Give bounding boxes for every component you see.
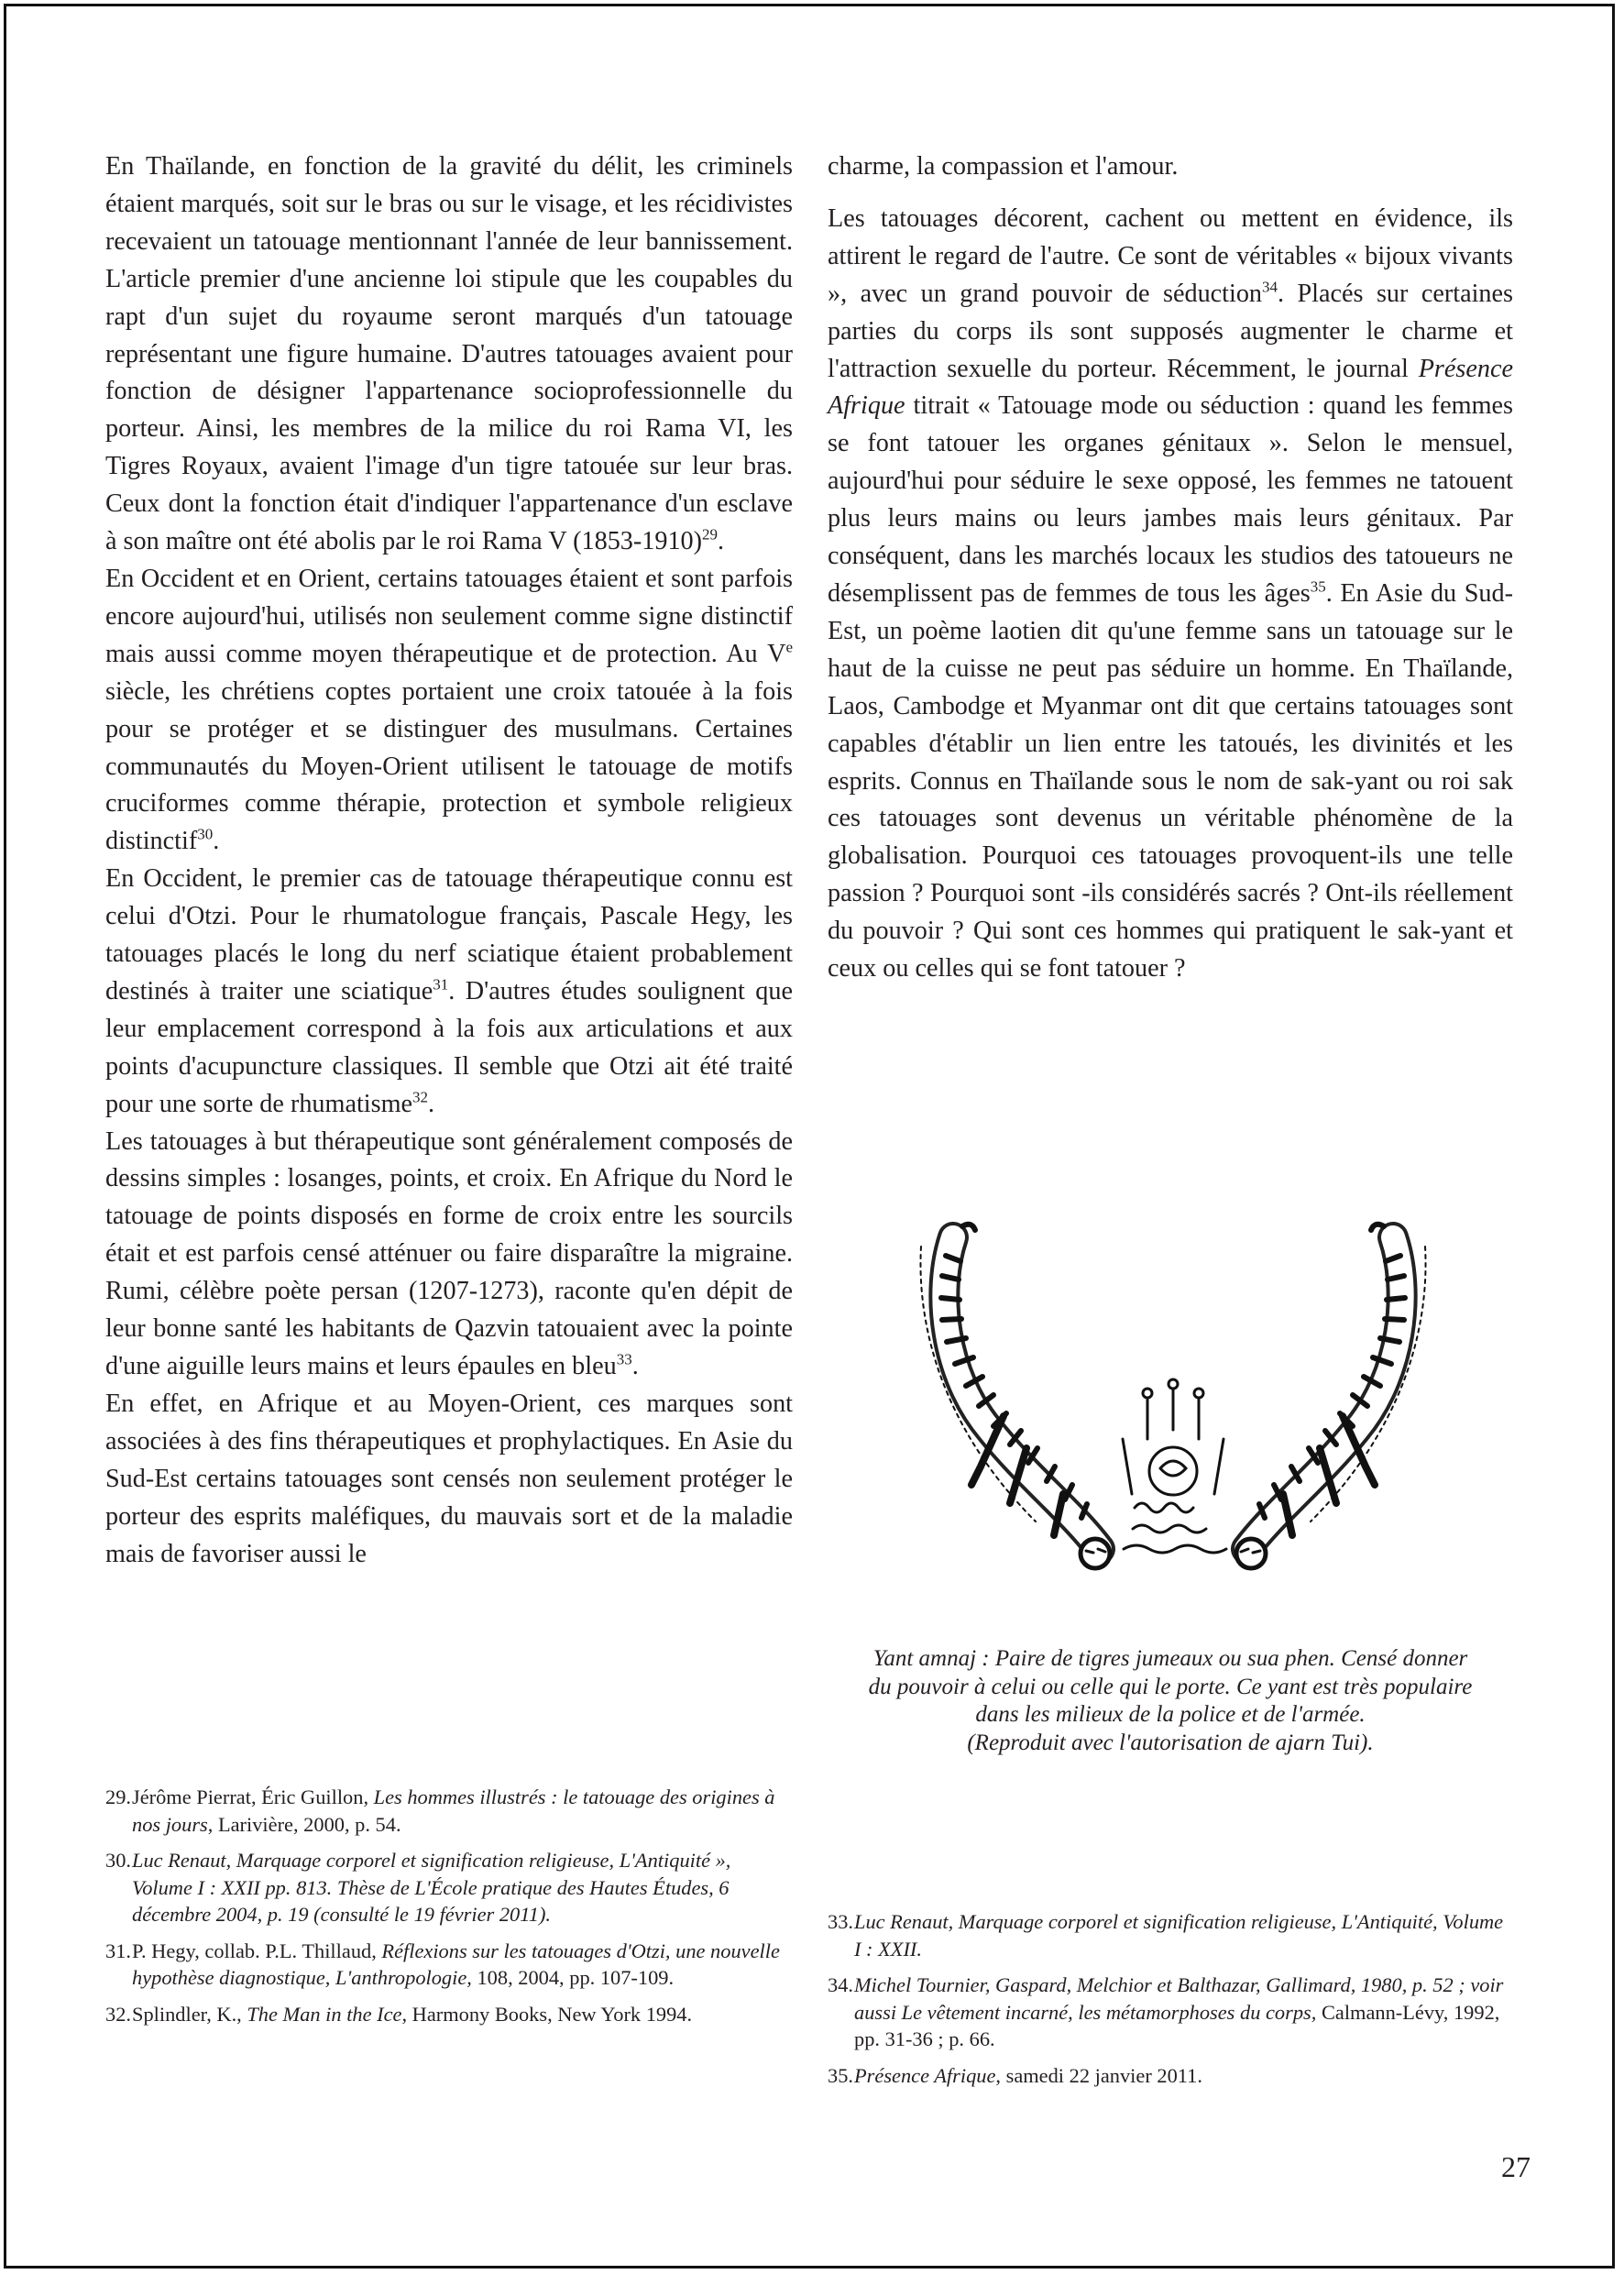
footnote-number: 31. [105,1939,131,1962]
footnote-number: 35. [828,2063,853,2087]
paragraph: En effet, en Afrique et au Moyen-Orient, ces marques sont associées à des fins thérapeutiques et prophylactiques. En Asie du Sud-Est certains tatouages sont censés non seulement protéger le porteur des esprits maléfiques, du mauvais sort et de la maladie mais de favoriser aussi le [105,1389,793,1568]
footnote: 32.Splindler, K., The Man in the Ice, Harmony Books, New York 1994. [105,2001,793,2028]
footnote: 34.Michel Tournier, Gaspard, Melchior et Balthazar, Gallimard, 1980, p. 52 ; voir aussi Le vêtement incarné, les métamorphoses du corps, Calmann-Lévy, 1992, pp. 31-36 ; p. 66. [828,1973,1504,2050]
left-column [105,148,793,1573]
paragraph: charme, la compassion et l'amour. [828,152,1179,181]
page-number: 27 [1501,2150,1531,2183]
footnote: 29.Jérôme Pierrat, Éric Guillon, Les hommes illustrés : le tatouage des origines à nos jours, Larivière, 2000, p. 54. [105,1785,775,1836]
footnote: 30.Luc Renaut, Marquage corporel et signification religieuse, L'Antiquité », Volume I : XXII pp. 813. Thèse de L'École pratique des Hautes Études, 6 décembre 2004, p. 19 (consulté le 19 février 2011). [105,1849,731,1926]
footnote: 31.P. Hegy, collab. P.L. Thillaud, Réflexions sur les tatouages d'Otzi, une nouvelle hypothèse diagnostique, L'anthropologie, 108, 2004, pp. 107-109. [105,1939,780,1989]
right-tiger-drawing [1236,1225,1426,1568]
paragraph: Les tatouages décorent, cachent ou mettent en évidence, ils attirent le regard de l'autre. Ce sont de véritables « bijoux vivants », avec un grand pouvoir de séduction$^{34}$. Placés sur certaines parties du corps ils sont supposés augmenter le charme et l'attraction sexuelle du porteur. Récemment, le journal Présence Afrique titrait « Tatouage mode ou séduction : quand les femmes se font tatouer les organes génitaux ». Selon le mensuel, aujourd'hui pour séduire le sexe opposé, les femmes ne tatouent plus leurs mains ou leurs jambes mais leurs génitaux. Par conséquent, dans les marchés locaux les studios des tatoueurs ne désemplissent pas de femmes de tous les âges$^{35}$. En Asie du Sud-Est, un poème laotien dit qu'une femme sans un tatouage sur le haut de la cuisse ne peut pas séduire un homme. En Thaïlande, Laos, Cambodge et Myanmar ont dit que certains tatouages sont capables d'établir un lien entre les tatoués, les divinités et les esprits. Connus en Thaïlande sous le nom de sak-yant ou roi sak ces tatouages sont devenus un véritable phénomène de la globalisation. Pourquoi ces tatouages provoquent-ils une telle passion ? Pourquoi sont -ils considérés sacrés ? Ont-ils réellement du pouvoir ? Qui sont ces hommes qui pratiquent le sak-yant et ceux ou celles qui se font tatouer ? [828,203,1513,983]
footnote-number: 32. [105,2002,131,2026]
footnote-number: 30. [105,1849,131,1872]
footnotes-left [105,1784,793,2037]
footnote-number: 33. [828,1910,853,1933]
figure-caption [828,1645,1513,1757]
footnote: 35.Présence Afrique, samedi 22 janvier 2011. [828,2062,1513,2090]
right-column [828,148,1513,988]
footnote-number: 29. [105,1785,131,1808]
left-tiger-drawing [920,1225,1110,1568]
paragraph: En Thaïlande, en fonction de la gravité du délit, les criminels étaient marqués, soit sur le bras ou sur le visage, et les récidivistes recevaient un tatouage mentionnant l'année de leur bannissement. L'article premier d'une ancienne loi stipule que les coupables du rapt d'un sujet du royaume seront marqués d'un tatouage représentant une figure humaine. D'autres tatouages avaient pour fonction de désigner l'appartenance socioprofessionnelle du porteur. Ainsi, les membres de la milice du roi Rama VI, les Tigres Royaux, avaient l'image d'un tigre tatouée sur leur bras. Ceux dont la fonction était d'indiquer l'appartenance d'un esclave à son maître ont été abolis par le roi Rama V (1853-1910)$^{29}$. [105,152,793,556]
paragraph: Les tatouages à but thérapeutique sont généralement composés de dessins simples : losanges, points, et croix. En Afrique du Nord le tatouage de points disposés en forme de croix entre les sourcils était et est parfois censé atténuer ou faire disparaître la migraine. Rumi, célèbre poète persan (1207-1273), raconte qu'en dépit de leur bonne santé les habitants de Qazvin tatouaient avec la pointe d'une aiguille leurs mains et leurs épaules en bleu$^{33}$. [105,1126,793,1380]
twin-tigers-yant-illustration [916,1219,1430,1586]
footnote: 33.Luc Renaut, Marquage corporel et signification religieuse, L'Antiquité, Volume I : XXII. [828,1910,1504,1961]
paragraph: En Occident et en Orient, certains tatouages étaient et sont parfois encore aujourd'hui, utilisés non seulement comme signe distinctif mais aussi comme moyen thérapeutique et de protection. Au Ve siècle, les chrétiens coptes portaient une croix tatouée à la fois pour se protéger et se distinguer des musulmans. Certaines communautés du Moyen-Orient utilisent le tatouage de motifs cruciformes comme thérapie, protection et symbole religieux distinctif$^{30}$. [105,564,793,856]
central-yant-glyphs [1123,1379,1226,1553]
caption-line: (Reproduit avec l'autorisation de ajarn Tui). [967,1730,1374,1755]
caption-line: dans les milieux de la police et de l'armée. [975,1702,1366,1727]
caption-line: Yant amnaj : Paire de tigres jumeaux ou sua phen. Censé donner [872,1646,1468,1671]
caption-line: du pouvoir à celui ou celle qui le porte. Ce yant est très populaire [868,1674,1473,1699]
footnotes-right [828,1908,1513,2098]
footnote-number: 34. [828,1973,853,1996]
paragraph: En Occident, le premier cas de tatouage thérapeutique connu est celui d'Otzi. Pour le rhumatologue français, Pascale Hegy, les tatouages placés le long du nerf sciatique étaient probablement destinés à traiter une sciatique$^{31}$. D'autres études soulignent que leur emplacement correspond à la fois aux articulations et aux points d'acupuncture classiques. Il semble que Otzi ait été traité pour une sorte de rhumatisme$^{32}$. [105,864,793,1118]
